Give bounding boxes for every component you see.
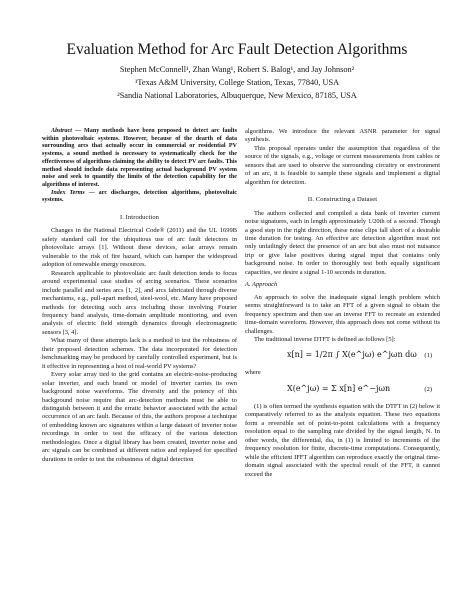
section-heading-dataset: II. Constructing a Dataset xyxy=(307,196,378,204)
paragraph: The authors collected and compiled a data bank of inverter current noise signatures, each in length approximately 1/20th of a second. Though a good step in the right direction, these noise clips fall short of a desirable time duration for testing. An effective arc detection algorithm must not only unfailingly detect the presence of an arc but also must not nuisance trip or give false positives during signal input that contains only background noise. In order to thoroughly test both equally significant capacities, we desire a signal 1-10 seconds in duration. xyxy=(245,209,440,276)
index-terms-text: — arc discharges, detection algorithms, photovoltaic systems. xyxy=(42,189,238,204)
paragraph: An approach to solve the inadequate signal length problem which seems straightforward is to take an FFT of a given signal to obtain the frequency spectrum and then use an inverse FFT to recreate an extended time-domain waveform. However, this approach does not come without its challenges. xyxy=(245,293,440,335)
paragraph: Changes in the National Electrical Code® (2011) and the UL 1699B safety standard call for the ubiquitous use of arc fault detectors in photovoltaic arrays [1]. Without these devices, solar arrays remain vulnerable to the risk of fire hazard, which can hamper the widespread adoption of renewable energy resources. xyxy=(42,227,237,269)
paragraph: Research applicable to photovoltaic arc fault detection tends to focus around experimental case studies of arcing scenarios. These scenarios include parallel and series arcs [1, 2], and arcs fabricated through diverse mechanisms, e.g., pull-apart method, steel-wool, etc. Many have proposed methods for detecting such arcs including those involving Fourier frequency band analysis, time-domain amplitude monitoring, and even analysis of electric field strength dynamics through electromagnetic sensors [3, 4]. xyxy=(42,269,237,336)
affiliation-1: ¹Texas A&M University, College Station, Texas, 77840, USA xyxy=(134,78,340,87)
index-terms-label: Index Terms xyxy=(51,189,85,196)
equation-2-number: (2) xyxy=(424,385,432,393)
equation-1 xyxy=(245,348,440,366)
affiliation-2: ²Sandia National Laboratories, Albuquerque, New Mexico, 87185, USA xyxy=(117,91,357,100)
abstract-text: — Many methods have been proposed to detect arc faults within photovoltaic systems. However, because of the dearth of data surrounding arcs that actually occur in commercial or residential PV systems, a sound method is necessary to systematically check for the effectiveness of algorithms claiming the ability to detect PV arc faults. This method should include data representing actual background PV system noise and seek to quantify the limits of the detection capability for the algorithms of interest. xyxy=(42,128,237,188)
equation-2 xyxy=(245,382,440,400)
section-heading-introduction: I. Introduction xyxy=(119,214,160,222)
paragraph: algorithms. We introduce the relevant ASNR parameter for signal synthesis. xyxy=(245,128,440,144)
paper-title: Evaluation Method for Arc Fault Detection Algorithms xyxy=(66,41,408,58)
equation-2-body: X(e^jω) = Σ x[n] e^−jωn xyxy=(287,383,391,393)
index-terms xyxy=(42,190,237,205)
where-label: where xyxy=(245,369,261,377)
paragraph: (1) is often termed the synthesis equation with the DTFT in (2) below it comparatively referred to as the analysis equation. These two equations form a reversible set of point-to-point calculations with a frequency resolution equal to the sampling rate divided by the signal length, N. In other words, the differential, dω, in (1) is limited to increments of the frequency resolution for finite, discrete-time computations. Consequently, while the efficient IFFT algorithm can reproduce exactly the original time-domain signal associated with the spectral result of the FFT, it cannot exceed the xyxy=(245,402,440,478)
left-column xyxy=(42,128,237,464)
author-list: Stephen McConnell¹, Zhan Wang¹, Robert S. Balog¹, and Jay Johnson² xyxy=(119,65,355,74)
paragraph: The traditional inverse DTFT is defined as follows [5]: xyxy=(254,335,396,343)
paragraph: This proposal operates under the assumption that regardless of the source of the signals, e.g., voltage or current measurements from cables or sensors that are used to observe the surrounding circuitry or environment of an arc, it is feasible to sample these signals and implement a digital algorithm for detection. xyxy=(245,144,440,186)
abstract-label: Abstract xyxy=(51,128,72,134)
abstract xyxy=(42,128,237,190)
author-block xyxy=(0,63,474,102)
equation-1-number: (1) xyxy=(424,352,432,360)
right-column xyxy=(245,128,440,479)
equation-1-body: x[n] = 1/2π ∫ X(e^jω) e^jωn dω xyxy=(287,350,417,360)
subsection-heading-approach: A. Approach xyxy=(245,281,278,289)
paragraph: What many of these attempts lack is a method to test the robustness of their proposed detection schemes. The data incorporated for detection benchmarking may be produced by carefully controlled experiment, but is it effective in representing a host of real-world PV systems? xyxy=(42,337,237,370)
paragraph: Every solar array tied to the grid contains an electric-noise-producing solar inverter, and each brand or model of inverter carries its own background noise waveforms. The diversity and the potency of this background noise require that arc-detection methods must be able to distinguish between it and the erratic behavior associated with the actual occurrence of an arc fault. Because of this, the authors propose a technique of embedding known arc signatures within a large dataset of inverter noise recordings in order to test the efficacy of the various detection methodologies. Once a digital library has been created, inverter noise and arc signals can be combined at different ratios and replayed for specified durations in order to test the robustness of digital detection xyxy=(42,371,237,463)
